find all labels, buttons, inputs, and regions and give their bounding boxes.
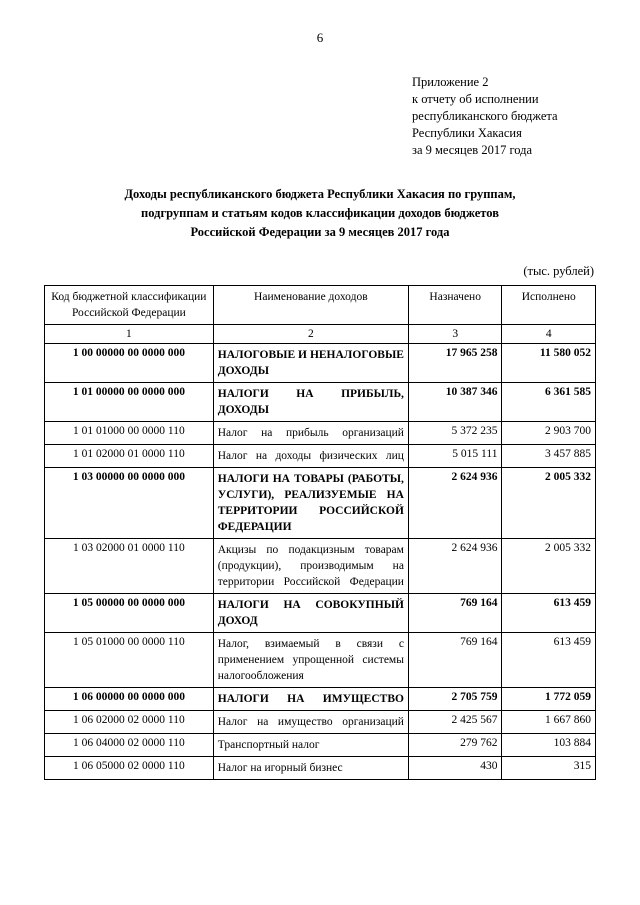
document-title-line-2: подгруппам и статьям кодов классификации доходов бюджетов: [141, 206, 499, 220]
column-number-1: 1: [45, 325, 214, 344]
row-fact: 1 667 860: [502, 711, 596, 734]
table-row: [45, 757, 596, 780]
table-row: [45, 344, 596, 383]
row-fact: 1 772 059: [502, 688, 596, 711]
row-fact: 315: [502, 757, 596, 780]
header-cell-plan: Назначено: [408, 286, 502, 325]
row-code: 1 06 00000 00 0000 000: [45, 688, 214, 711]
row-plan: 5 372 235: [408, 422, 502, 445]
table-row: [45, 633, 596, 688]
document-title: [44, 185, 596, 242]
row-plan: 17 965 258: [408, 344, 502, 383]
row-code: 1 01 00000 00 0000 000: [45, 383, 214, 422]
row-name: Акцизы по подакцизным товарам (продукции), производимым на территории Российской Федерации: [213, 539, 408, 594]
row-fact: 11 580 052: [502, 344, 596, 383]
appendix-header-line-2: к отчету об исполнении: [412, 92, 539, 106]
row-plan: 430: [408, 757, 502, 780]
table-row: [45, 539, 596, 594]
row-code: 1 06 05000 02 0000 110: [45, 757, 214, 780]
appendix-header-line-3: республиканского бюджета: [412, 109, 558, 123]
row-plan: 10 387 346: [408, 383, 502, 422]
row-fact: 613 459: [502, 594, 596, 633]
row-plan: 2 624 936: [408, 539, 502, 594]
row-code: 1 00 00000 00 0000 000: [45, 344, 214, 383]
row-name: Налог на имущество организаций: [213, 711, 408, 734]
table-row: [45, 445, 596, 468]
units-note: (тыс. рублей): [523, 264, 594, 278]
row-name: НАЛОГИ НА СОВОКУПНЫЙ ДОХОД: [213, 594, 408, 633]
table-row: [45, 688, 596, 711]
row-code: 1 05 01000 00 0000 110: [45, 633, 214, 688]
column-number-4: 4: [502, 325, 596, 344]
header-cell-name: Наименование доходов: [213, 286, 408, 325]
row-name: НАЛОГИ НА ИМУЩЕСТВО: [213, 688, 408, 711]
row-plan: 2 624 936: [408, 468, 502, 539]
row-plan: 279 762: [408, 734, 502, 757]
row-fact: 103 884: [502, 734, 596, 757]
document-title-line-1: Доходы республиканского бюджета Республики Хакасия по группам,: [124, 187, 516, 201]
table-row: [45, 468, 596, 539]
table-header-row: [45, 286, 596, 325]
appendix-header-line-4: Республики Хакасия: [412, 126, 522, 140]
header-cell-code: Код бюджетной классификации Российской Федерации: [45, 286, 214, 325]
row-plan: 5 015 111: [408, 445, 502, 468]
row-code: 1 01 02000 01 0000 110: [45, 445, 214, 468]
table-row: [45, 422, 596, 445]
row-code: 1 05 00000 00 0000 000: [45, 594, 214, 633]
table-row: [45, 594, 596, 633]
row-name: Налог на игорный бизнес: [213, 757, 408, 780]
column-number-2: 2: [213, 325, 408, 344]
row-name: Транспортный налог: [213, 734, 408, 757]
row-name: Налог, взимаемый в связи с применением упрощенной системы налогообложения: [213, 633, 408, 688]
table-column-number-row: [45, 325, 596, 344]
appendix-header: [412, 74, 596, 159]
row-code: 1 03 02000 01 0000 110: [45, 539, 214, 594]
row-fact: 2 005 332: [502, 468, 596, 539]
row-plan: 769 164: [408, 594, 502, 633]
row-name: НАЛОГОВЫЕ И НЕНАЛОГОВЫЕ ДОХОДЫ: [213, 344, 408, 383]
budget-revenue-table: [44, 285, 596, 780]
row-plan: 2 705 759: [408, 688, 502, 711]
row-fact: 2 005 332: [502, 539, 596, 594]
row-fact: 2 903 700: [502, 422, 596, 445]
row-plan: 769 164: [408, 633, 502, 688]
table-row: [45, 734, 596, 757]
header-cell-fact: Исполнено: [502, 286, 596, 325]
row-fact: 6 361 585: [502, 383, 596, 422]
row-code: 1 06 02000 02 0000 110: [45, 711, 214, 734]
table-row: [45, 711, 596, 734]
row-code: 1 06 04000 02 0000 110: [45, 734, 214, 757]
appendix-header-line-5: за 9 месяцев 2017 года: [412, 143, 533, 157]
row-code: 1 01 01000 00 0000 110: [45, 422, 214, 445]
column-number-3: 3: [408, 325, 502, 344]
row-code: 1 03 00000 00 0000 000: [45, 468, 214, 539]
table-row: [45, 383, 596, 422]
row-name: НАЛОГИ НА ПРИБЫЛЬ, ДОХОДЫ: [213, 383, 408, 422]
row-name: Налог на доходы физических лиц: [213, 445, 408, 468]
row-name: НАЛОГИ НА ТОВАРЫ (РАБОТЫ, УСЛУГИ), РЕАЛИЗУЕМЫЕ НА ТЕРРИТОРИИ РОССИЙСКОЙ ФЕДЕРАЦИИ: [213, 468, 408, 539]
row-plan: 2 425 567: [408, 711, 502, 734]
row-fact: 613 459: [502, 633, 596, 688]
page-number: 6: [316, 30, 324, 45]
row-fact: 3 457 885: [502, 445, 596, 468]
document-title-line-3: Российской Федерации за 9 месяцев 2017 года: [190, 225, 450, 239]
row-name: Налог на прибыль организаций: [213, 422, 408, 445]
appendix-header-line-1: Приложение 2: [412, 75, 489, 89]
